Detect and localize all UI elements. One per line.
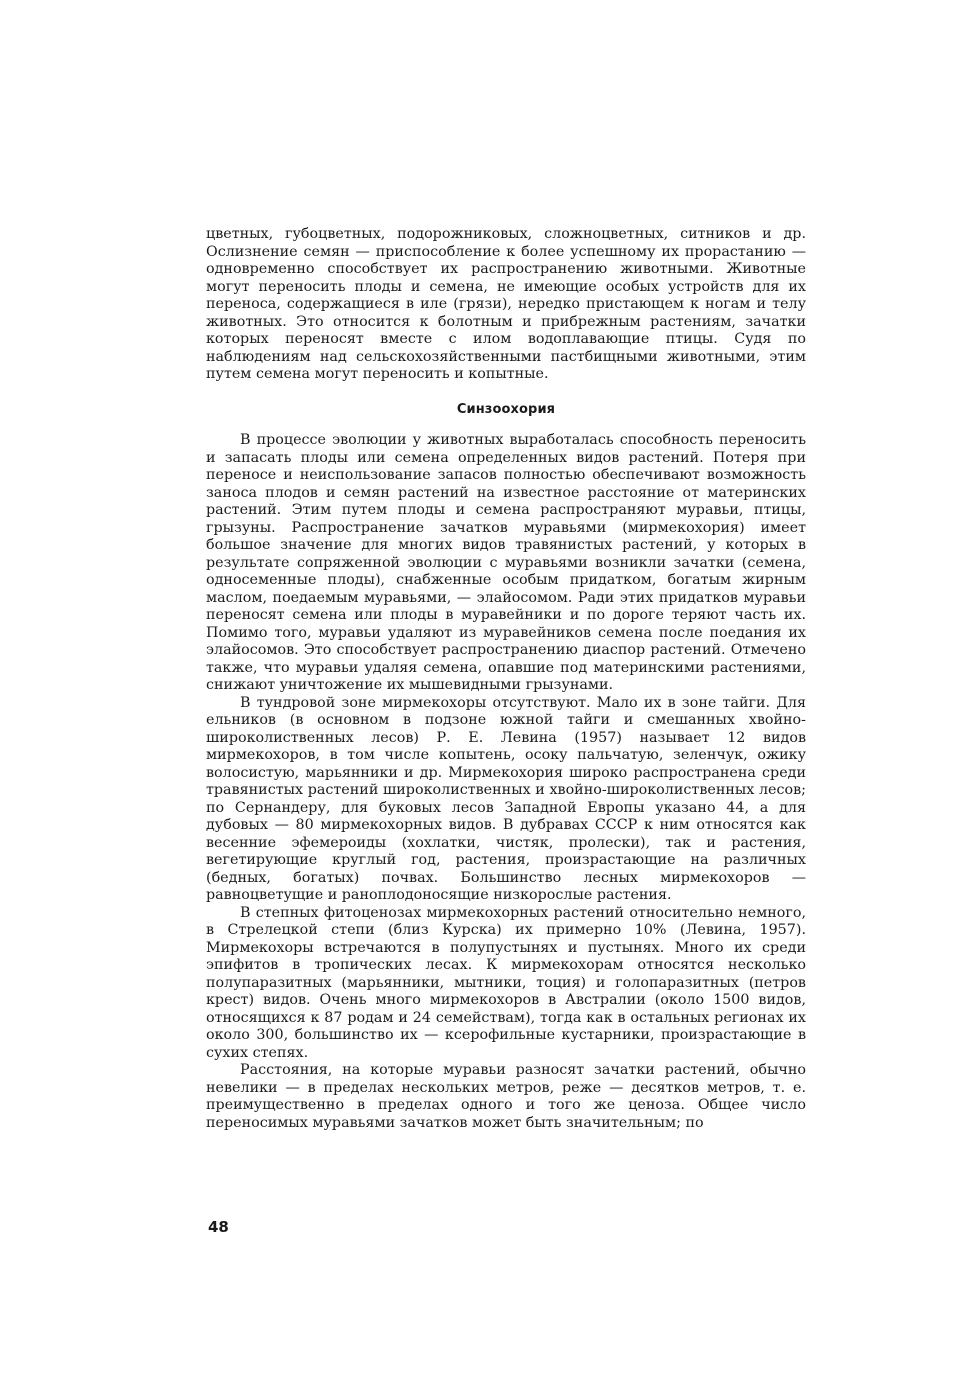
paragraph-continued: цветных, губоцветных, подорожниковых, сложноцветных, ситников и др. Ослизнение семян — приспособление к более успешному их прорастанию — одновременно способствует их распространению животными. Животные могут переносить плоды и семена, не имеющие особых устройств для их переноса, содержащиеся в иле (грязи), нередко пристающем к ногам и телу животных. Это относится к болотным и прибрежным растениям, зачатки которых переносят вместе с илом водоплавающие птицы. Судя по наблюдениям над сельскохозяйственными пастбищными животными, этим путем семена могут переносить и копытные. xyxy=(206,226,806,382)
paragraph-steppe: В степных фитоценозах мирмекохорных растений относительно немного, в Стрелецкой степи (близ Курска) их примерно 10% (Левина, 1957). Мирмекохоры встречаются в полупустынях и пустынях. Много их среди эпифитов в тропических лесах. К мирмекохорам относятся несколько полупаразитных (марьянники, мытники, тоция) и голопаразитных (петров крест) видов. Очень много мирмекохоров в Австралии (около 1500 видов, относящихся к 87 родам и 24 семействам), тогда как в остальных регионах их около 300, большинство их — ксерофильные кустарники, произрастающие в сухих степях. xyxy=(206,904,806,1061)
paragraph-distances: Расстояния, на которые муравьи разносят зачатки растений, обычно невелики — в пределах нескольких метров, реже — десятков метров, т. е. преимущественно в пределах одного и того же ценоза. Общее число переносимых муравьями зачатков может быть значительным; по xyxy=(206,1062,806,1131)
page-number: 48 xyxy=(208,1218,229,1236)
paragraph-tundra-taiga: В тундровой зоне мирмекохоры отсутствуют. Мало их в зоне тайги. Для ельников (в основном в подзоне южной тайги и смешанных хвойно-широколиственных лесов) Р. Е. Левина (1957) называет 12 видов мирмекохоров, в том числе копытень, осоку пальчатую, зеленчук, ожику волосистую, марьянники и др. Мирмекохория широко распространена среди травянистых растений широколиственных и хвойно-широколиственных лесов; по Сернандеру, для буковых лесов Западной Европы указано 44, а для дубовых — 80 мирмекохорных видов. В дубравах СССР к ним относятся как весенние эфемероиды (хохлатки, чистяк, пролески), так и растения, вегетирующие круглый год, растения, произрастающие на различных (бедных, богатых) почвах. Большинство лесных мирмекохоров — равноцветущие и раноплодоносящие низкорослые растения. xyxy=(206,694,806,903)
paragraph-synzoochory: В процессе эволюции у животных выработалась способность переносить и запасать плоды или семена определенных видов растений. Потеря при переносе и неиспользование запасов полностью обеспечивают возможность заноса плодов и семян растений на известное расстояние от материнских растений. Этим путем плоды и семена распространяют муравьи, птицы, грызуны. Распространение зачатков муравьями (мирмекохория) имеет большое значение для многих видов травянистых растений, у которых в результате сопряженной эволюции с муравьями возникли зачатки (семена, односеменные плоды), снабженные особым придатком, богатым жирным маслом, поедаемым муравьями, — элайосомом. Ради этих придатков муравьи переносят семена или плоды в муравейники и по дороге теряют часть их. Помимо того, муравьи удаляют из муравейников семена после поедания их элайосомов. Это способствует распространению диаспор растений. Отмечено также, что муравьи удаляя семена, опавшие под материнскими растениями, снижают уничтожение их мышевидными грызунами. xyxy=(206,432,806,693)
section-heading: Синзоохория xyxy=(456,401,556,417)
page-body xyxy=(206,226,806,1132)
